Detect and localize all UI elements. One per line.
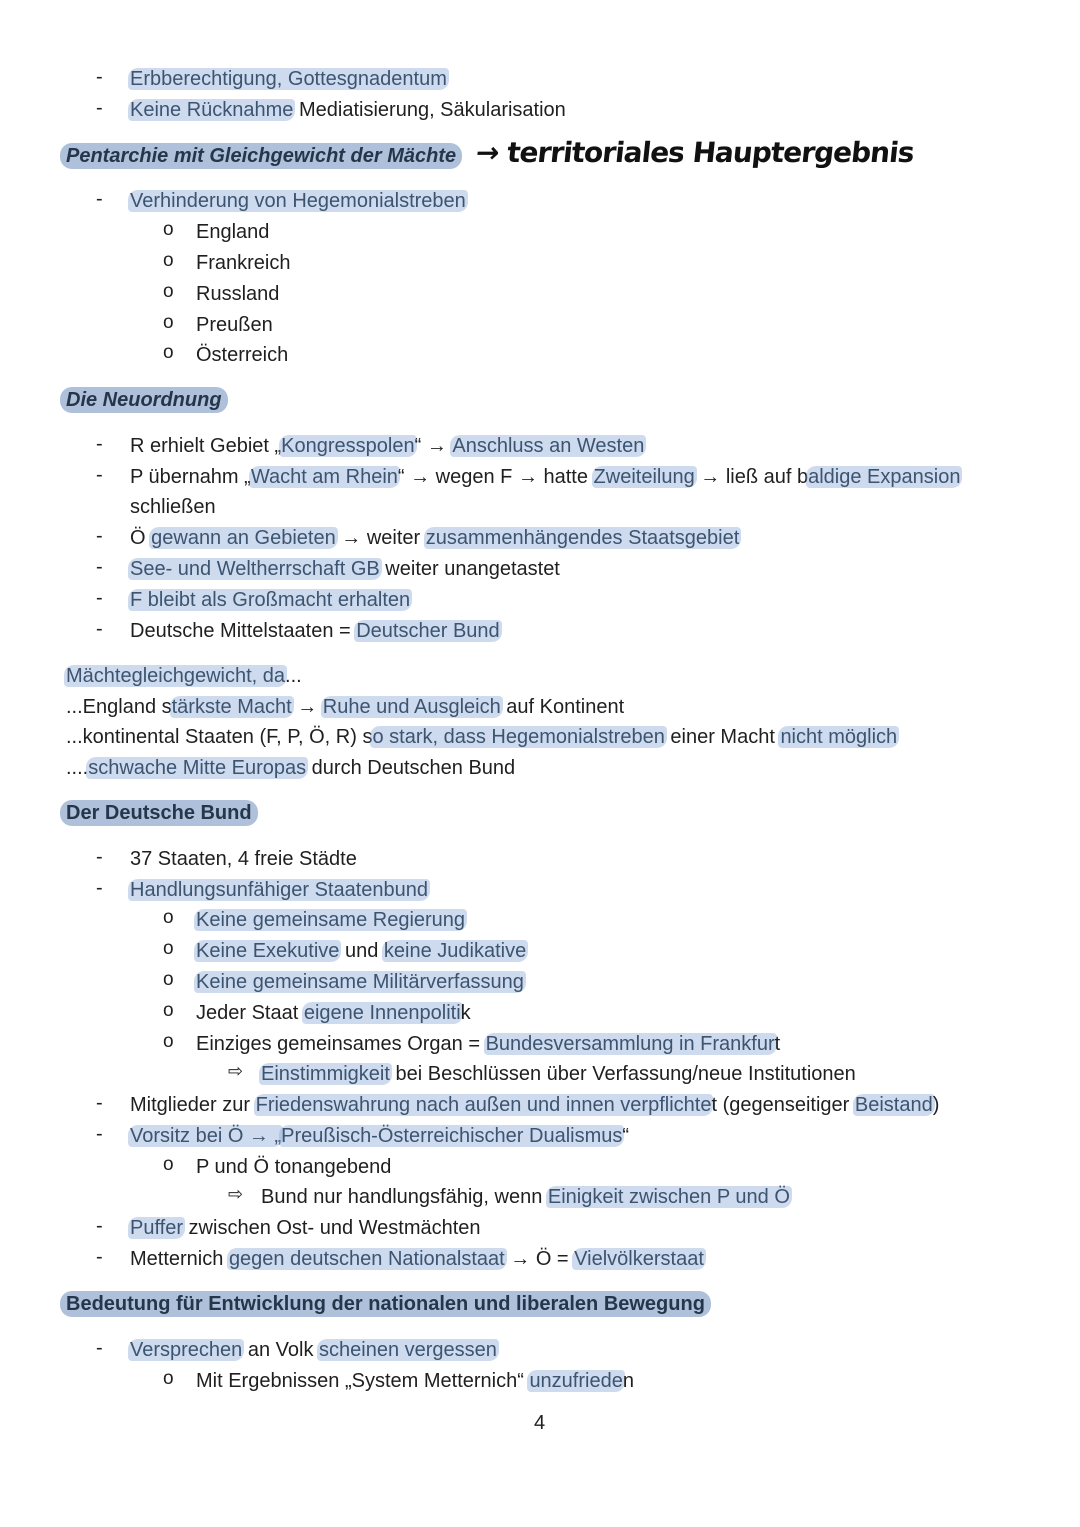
list-item: Erbberechtigung, Gottesgnadentum: [130, 68, 447, 90]
list-item: Mitglieder zur Friedenswahrung nach außen und innen verpflichtet (gegenseitiger Beistand): [130, 1094, 940, 1116]
list-item: Vorsitz bei Ö → „Preußisch-Österreichischer Dualismus“: [130, 1125, 630, 1147]
list-item-continuation: schließen: [130, 496, 216, 518]
dash: -: [96, 464, 103, 486]
bullet-icon: o: [163, 312, 174, 333]
bullet-icon: o: [163, 281, 174, 302]
bullet-icon: o: [163, 969, 174, 990]
sub-list-item: Keine gemeinsame Regierung: [196, 909, 466, 931]
bullet-icon: o: [163, 1154, 174, 1175]
list-item: Deutsche Mittelstaaten = Deutscher Bund: [130, 620, 500, 642]
section-heading-pentarchie: Pentarchie mit Gleichgewicht der Mächte: [66, 143, 462, 169]
sub-sub-list-item: Bund nur handlungsfähig, wenn Einigkeit zwischen P und Ö: [261, 1186, 790, 1208]
list-item: P übernahm „Wacht am Rhein“ → wegen F → hatte Zweiteilung → ließ auf baldige Expansion: [130, 466, 961, 488]
bullet-icon: o: [163, 907, 174, 928]
bullet-icon: o: [163, 342, 174, 363]
section-heading-bedeutung: Bedeutung für Entwicklung der nationalen und liberalen Bewegung: [66, 1291, 711, 1317]
bullet-icon: o: [163, 1368, 174, 1389]
dash: -: [96, 846, 103, 868]
section-heading-deutscher-bund: Der Deutsche Bund: [66, 800, 258, 826]
dash: -: [96, 433, 103, 455]
list-item: See- und Weltherrschaft GB weiter unangetastet: [130, 558, 560, 580]
dash: -: [96, 877, 103, 899]
list-item: R erhielt Gebiet „Kongresspolen“ → Anschluss an Westen: [130, 435, 645, 457]
dash: -: [96, 1215, 103, 1237]
sub-list-item: Frankreich: [196, 252, 291, 274]
bullet-icon: o: [163, 938, 174, 959]
arrow-bullet-icon: ⇨: [228, 1184, 244, 1204]
paragraph-line: ...kontinental Staaten (F, P, Ö, R) so stark, dass Hegemonialstreben einer Macht nicht möglich: [66, 726, 898, 748]
sub-list-item: England: [196, 221, 270, 243]
sub-list-item: Einziges gemeinsames Organ = Bundesversammlung in Frankfurt: [196, 1033, 781, 1055]
dash: -: [96, 1092, 103, 1114]
bullet-icon: o: [163, 250, 174, 271]
list-item: Handlungsunfähiger Staatenbund: [130, 879, 429, 901]
section-heading-neuordnung: Die Neuordnung: [66, 387, 228, 413]
sub-list-item: Keine Exekutive und keine Judikative: [196, 940, 527, 962]
list-item: Verhinderung von Hegemonialstreben: [130, 190, 466, 212]
dash: -: [96, 66, 103, 88]
dash: -: [96, 188, 103, 210]
list-item: Keine Rücknahme Mediatisierung, Säkularisation: [130, 99, 566, 121]
sub-list-item: Russland: [196, 283, 280, 305]
bullet-icon: o: [163, 1031, 174, 1052]
sub-list-item: Preußen: [196, 314, 273, 336]
sub-list-item: Jeder Staat eigene Innenpolitik: [196, 1002, 471, 1024]
sub-list-item: Österreich: [196, 344, 289, 366]
dash: -: [96, 556, 103, 578]
dash: -: [96, 1123, 103, 1145]
page-number: 4: [534, 1412, 546, 1434]
bullet-icon: o: [163, 1000, 174, 1021]
list-item: 37 Staaten, 4 freie Städte: [130, 848, 357, 870]
sub-sub-list-item: Einstimmigkeit bei Beschlüssen über Verfassung/neue Institutionen: [261, 1063, 856, 1085]
paragraph-heading: Mächtegleichgewicht, da...: [66, 665, 302, 687]
arrow-bullet-icon: ⇨: [228, 1061, 244, 1081]
paragraph-line: ....schwache Mitte Europas durch Deutschen Bund: [66, 757, 516, 779]
list-item: Puffer zwischen Ost- und Westmächten: [130, 1217, 481, 1239]
dash: -: [96, 587, 103, 609]
list-item: Versprechen an Volk scheinen vergessen: [130, 1339, 497, 1361]
dash: -: [96, 1246, 103, 1268]
sub-list-item: Keine gemeinsame Militärverfassung: [196, 971, 524, 993]
dash: -: [96, 525, 103, 547]
bullet-icon: o: [163, 219, 174, 240]
list-item: F bleibt als Großmacht erhalten: [130, 589, 411, 611]
list-item: Metternich gegen deutschen Nationalstaat → Ö = Vielvölkerstaat: [130, 1248, 704, 1270]
dash: -: [96, 97, 103, 119]
dash: -: [96, 1337, 103, 1359]
sub-list-item: Mit Ergebnissen „System Metternich“ unzufrieden: [196, 1370, 634, 1392]
dash: -: [96, 618, 103, 640]
sub-list-item: P und Ö tonangebend: [196, 1156, 392, 1178]
list-item: Ö gewann an Gebieten → weiter zusammenhängendes Staatsgebiet: [130, 527, 740, 549]
handwritten-note: → territoriales Hauptergebnis: [474, 136, 916, 169]
paragraph-line: ...England stärkste Macht → Ruhe und Ausgleich auf Kontinent: [66, 696, 625, 718]
